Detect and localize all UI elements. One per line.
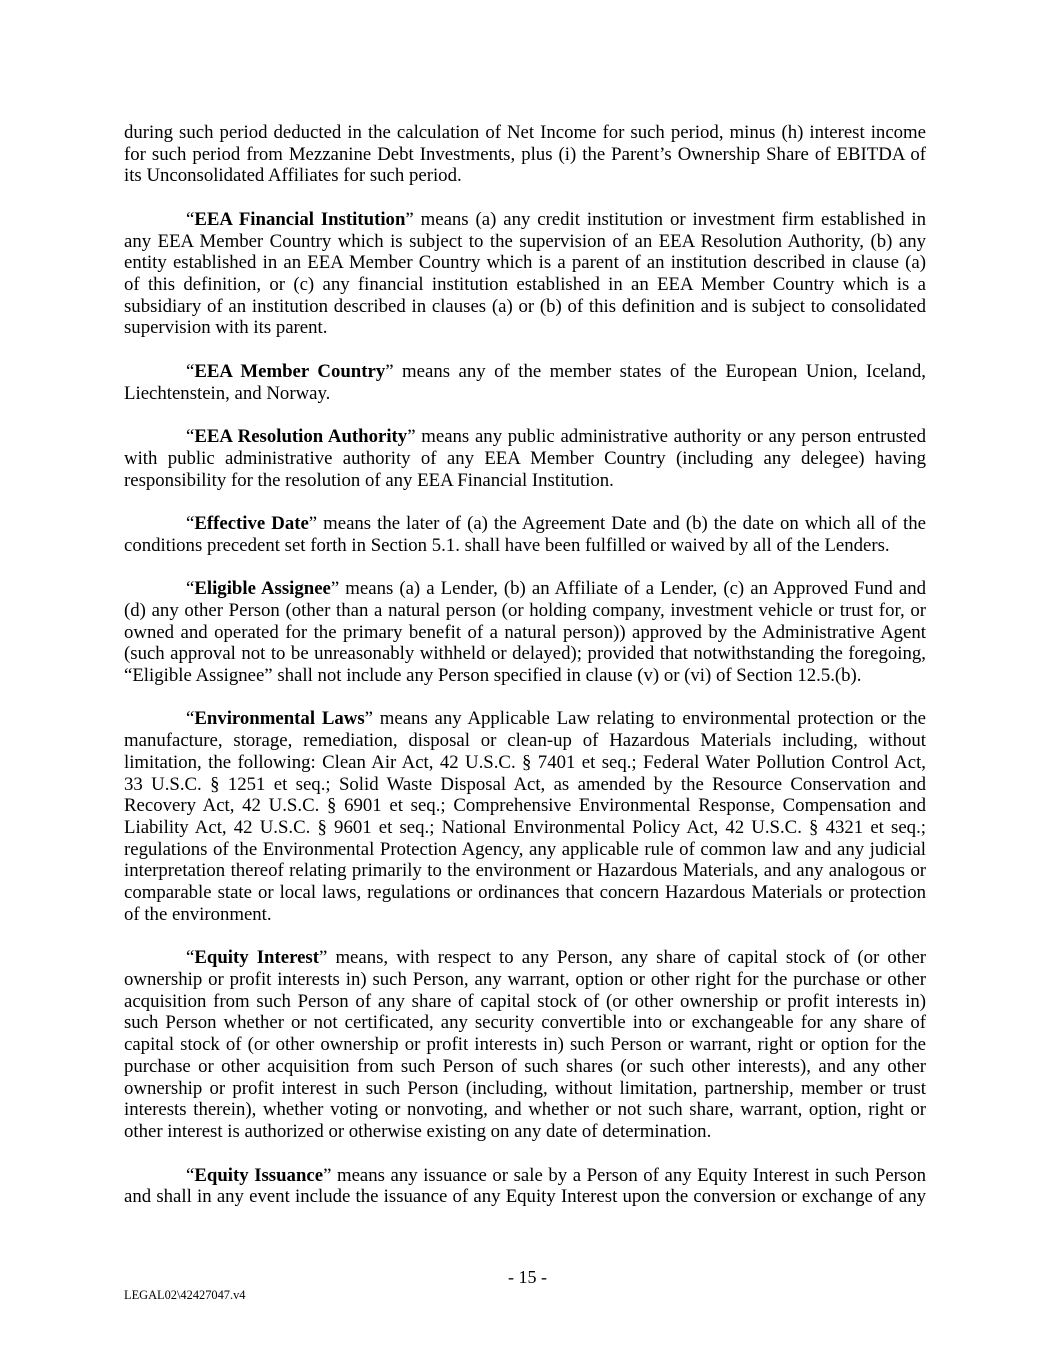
document-id: LEGAL02\42427047.v4 (124, 1288, 246, 1302)
text-line: of the environment. (124, 903, 272, 925)
text-line: with public administrative authority of any EEA Member Country (including any delegee) having (124, 447, 926, 469)
definition-first-line (124, 209, 926, 231)
text-line: responsibility for the resolution of any EEA Financial Institution. (124, 469, 614, 491)
definition-text: ” means any of the member states of the European Union, Iceland, (385, 360, 926, 382)
definition-equity-issuance (124, 1165, 926, 1208)
open-quote: “ (186, 426, 195, 448)
text-line: interpretation thereof relating primarily to the environment or Hazardous Materials, and any analogous or (124, 860, 926, 882)
open-quote: “ (186, 512, 195, 534)
text-line: other interest is authorized or otherwise existing on any date of determination. (124, 1121, 712, 1143)
definition-text: ” means the later of (a) the Agreement Date and (b) the date on which all of the (308, 512, 926, 534)
text-line: conditions precedent set forth in Section 5.1. shall have been fulfilled or waived by all of the Lenders. (124, 534, 890, 556)
text-line: owned and operated for the primary benefit of a natural person)) approved by the Administrative Agent (124, 621, 926, 643)
defined-term: Equity Issuance (194, 1164, 324, 1186)
definition-eligible-assignee (124, 578, 926, 687)
text-line: purchase or other acquisition from such Person of such shares (or such other interests), and any other (124, 1055, 926, 1077)
definition-first-line (124, 513, 926, 535)
definition-first-line (124, 708, 926, 730)
text-line: during such period deducted in the calculation of Net Income for such period, minus (h) interest income (124, 122, 926, 143)
defined-term: Environmental Laws (194, 708, 365, 730)
open-quote: “ (186, 578, 195, 600)
text-line: (such approval not to be unreasonably withheld or delayed); provided that notwithstanding the foregoing, (124, 643, 926, 665)
text-line: of this definition, or (c) any financial institution established in an EEA Member Country which is a (124, 274, 926, 296)
open-quote: “ (186, 1164, 195, 1186)
text-line: for such period from Mezzanine Debt Investments, plus (i) the Parent’s Ownership Share of EBITDA of (124, 143, 926, 165)
definition-first-line (124, 947, 926, 969)
text-line: Recovery Act, 42 U.S.C. § 6901 et seq.; Comprehensive Environmental Response, Compensation and (124, 795, 926, 817)
text-line: Liechtenstein, and Norway. (124, 382, 331, 404)
defined-term: EEA Resolution Authority (194, 426, 408, 448)
definition-text: ” means (a) any credit institution or investment firm established in (405, 208, 926, 230)
definition-text: ” means any issuance or sale by a Person of any Equity Interest in such Person (323, 1164, 926, 1186)
text-line: regulations of the Environmental Protection Agency, any applicable rule of common law and any judicial (124, 838, 926, 860)
text-line: such Person whether or not certificated, any security convertible into or exchangeable for any share of (124, 1012, 926, 1034)
text-line: ownership or profit interest in such Person (including, without limitation, partnership, member or trust (124, 1077, 926, 1099)
text-line: subsidiary of an institution described in clauses (a) or (b) of this definition and is subject to consolidated (124, 295, 926, 317)
definition-first-line (124, 426, 926, 448)
page-number: - 15 - (508, 1267, 547, 1287)
definition-eea-financial-institution (124, 209, 926, 339)
text-line: interests therein), whether voting or nonvoting, and whether or not such share, warrant, option, right or (124, 1099, 926, 1121)
definition-first-line (124, 578, 926, 600)
defined-term: Effective Date (194, 512, 309, 534)
text-line: entity established in an EEA Member Country which is a parent of an institution described in clause (a) (124, 252, 926, 274)
defined-term: Eligible Assignee (194, 578, 331, 600)
text-line: capital stock of (or other ownership or profit interests in) such Person or warrant, right or option for the (124, 1034, 926, 1056)
definition-equity-interest (124, 947, 926, 1142)
open-quote: “ (186, 947, 195, 969)
definition-eea-member-country (124, 361, 926, 404)
definition-first-line (124, 361, 926, 383)
open-quote: “ (186, 708, 195, 730)
text-line: acquisition from such Person of any share of capital stock of (or other ownership or profit interests in) (124, 990, 926, 1012)
text-line: manufacture, storage, remediation, disposal or clean-up of Hazardous Materials including, without (124, 730, 926, 752)
definition-text: ” means any public administrative authority or any person entrusted (407, 426, 926, 448)
defined-term: Equity Interest (194, 947, 319, 969)
text-line: Liability Act, 42 U.S.C. § 9601 et seq.; National Environmental Policy Act, 42 U.S.C. § 4321 et seq.; (124, 817, 926, 838)
text-line: any EEA Member Country which is subject to the supervision of an EEA Resolution Authority, (b) any (124, 230, 926, 252)
text-line: “Eligible Assignee” shall not include any Person specified in clause (v) or (vi) of Section 12.5.(b). (124, 664, 862, 686)
text-line: ownership or profit interests in) such Person, any warrant, option or other right for the purchase or other (124, 969, 926, 991)
text-line: and shall in any event include the issuance of any Equity Interest upon the conversion or exchange of any (124, 1186, 926, 1208)
continuation-paragraph (124, 122, 926, 187)
document-body (124, 122, 926, 1208)
text-line: limitation, the following: Clean Air Act, 42 U.S.C. § 7401 et seq.; Federal Water Pollution Control Act, (124, 751, 926, 773)
definition-text: ” means any Applicable Law relating to environmental protection or the (364, 708, 926, 730)
open-quote: “ (186, 360, 195, 382)
definition-text: ” means, with respect to any Person, any share of capital stock of (or other (318, 947, 926, 969)
open-quote: “ (186, 208, 195, 230)
definition-first-line (124, 1165, 926, 1187)
text-line: supervision with its parent. (124, 317, 328, 339)
definition-text: ” means (a) a Lender, (b) an Affiliate of a Lender, (c) an Approved Fund and (330, 578, 926, 600)
defined-term: EEA Financial Institution (194, 208, 406, 230)
text-line: its Unconsolidated Affiliates for such period. (124, 165, 462, 187)
definition-environmental-laws (124, 708, 926, 925)
definition-effective-date (124, 513, 926, 556)
defined-term: EEA Member Country (194, 360, 386, 382)
definition-eea-resolution-authority (124, 426, 926, 491)
text-line: (d) any other Person (other than a natural person (or holding company, investment vehicle or trust for, or (124, 599, 926, 621)
text-line: 33 U.S.C. § 1251 et seq.; Solid Waste Disposal Act, as amended by the Resource Conservation and (124, 773, 926, 795)
text-line: comparable state or local laws, regulations or ordinances that concern Hazardous Materials or protection (124, 882, 926, 904)
